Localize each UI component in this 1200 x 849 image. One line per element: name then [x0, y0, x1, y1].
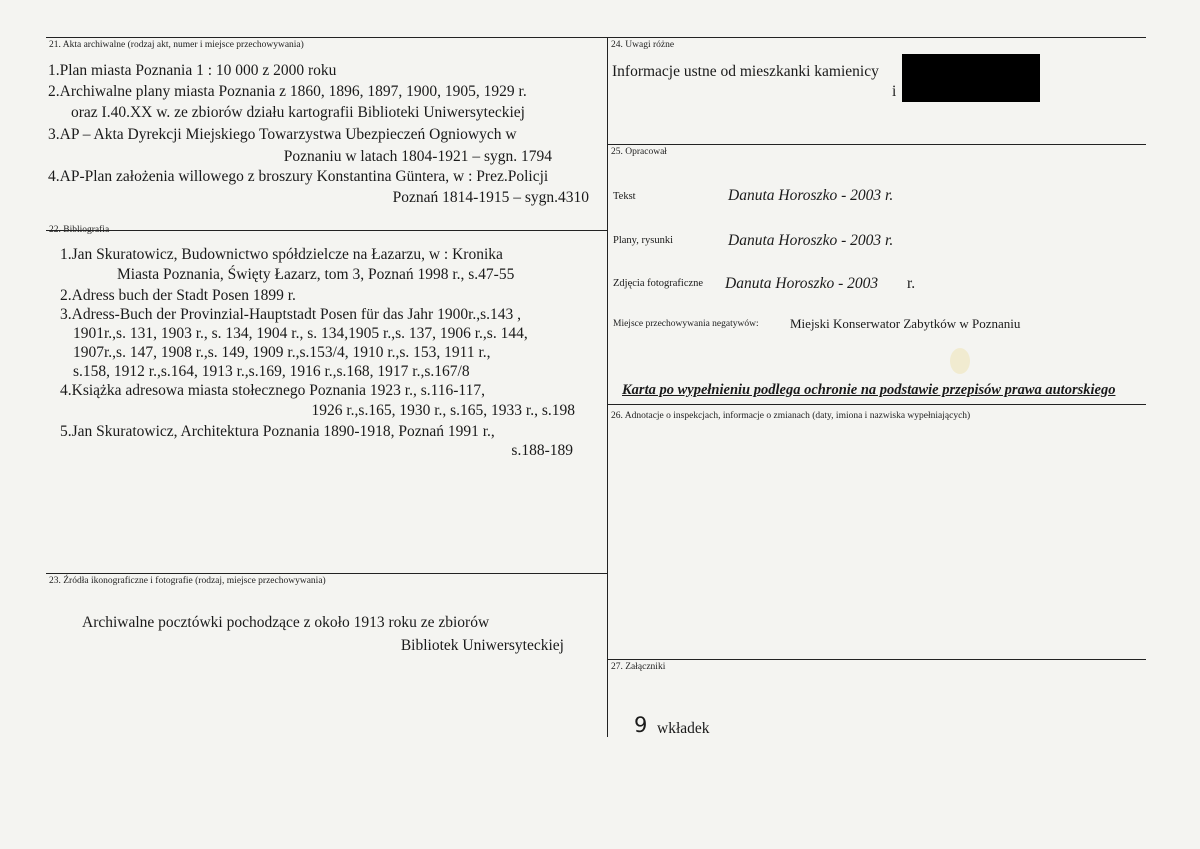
bibliography-item-3-cont-a: 1901r.,s. 131, 1903 r., s. 134, 1904 r., s. 134,1905 r.,s. 137, 1906 r.,s. 144, — [73, 325, 528, 342]
archive-item-3-cont: Poznaniu w latach 1804-1921 – sygn. 1794 — [283, 148, 552, 165]
negatives-storage-label: Miejsce przechowywania negatywów: — [613, 319, 759, 329]
text-author-value: Danuta Horoszko - 2003 r. — [728, 187, 894, 204]
bibliography-item-3-cont-c: s.158, 1912 r.,s.164, 1913 r.,s.169, 1916 r.,s.168, 1917 r.,s.167/8 — [73, 363, 470, 380]
photos-author-suffix: r. — [907, 275, 916, 292]
divider-25-26 — [607, 404, 1146, 405]
iconography-line-1: Archiwalne pocztówki pochodzące z około 1913 roku ze zbiorów — [82, 614, 490, 631]
bibliography-item-5-cont: s.188-189 — [511, 442, 573, 459]
photos-author-label: Zdjęcia fotograficzne — [613, 278, 704, 289]
bibliography-item-3-cont-b: 1907r.,s. 147, 1908 r.,s. 149, 1909 r.,s.153/4, 1910 r.,s. 153, 1911 r., — [73, 344, 491, 361]
section-25-label: 25. Opracował — [611, 147, 667, 157]
redaction-block — [902, 54, 1040, 102]
drawings-author-value: Danuta Horoszko - 2003 r. — [728, 232, 894, 249]
archive-item-2: 2.Archiwalne plany miasta Poznania z 1860, 1896, 1897, 1900, 1905, 1929 r. — [48, 83, 527, 100]
attachments-text: wkładek — [657, 720, 710, 737]
remarks-line-1: Informacje ustne od mieszkanki kamienicy — [612, 63, 879, 80]
photos-author-value: Danuta Horoszko - 2003 — [725, 275, 879, 292]
negatives-storage-value: Miejski Konserwator Zabytków w Poznaniu — [790, 316, 1021, 331]
archive-item-4-cont: Poznań 1814-1915 – sygn.4310 — [392, 189, 589, 206]
archive-item-1: 1.Plan miasta Poznania 1 : 10 000 z 2000 roku — [48, 62, 337, 79]
section-26-label: 26. Adnotacje o inspekcjach, informacje o zmianach (daty, imiona i nazwiska wypełniających) — [611, 411, 971, 421]
bibliography-item-4: 4.Książka adresowa miasta stołecznego Poznania 1923 r., s.116-117, — [60, 382, 485, 399]
copyright-notice: Karta po wypełnieniu podlega ochronie na podstawie przepisów prawa autorskiego — [622, 382, 1116, 398]
section-27-label: 27. Załączniki — [611, 662, 666, 672]
divider-26-27 — [607, 659, 1146, 660]
section-22-label: 22. Bibliografia — [49, 225, 110, 235]
text-author-label: Tekst — [613, 191, 636, 202]
bibliography-item-4-cont: 1926 r.,s.165, 1930 r., s.165, 1933 r., s.198 — [311, 402, 575, 419]
section-23-label: 23. Źródła ikonograficzne i fotografie (rodzaj, miejsce przechowywania) — [49, 576, 326, 586]
divider-22-23 — [46, 573, 607, 574]
archive-item-3: 3.AP – Akta Dyrekcji Miejskiego Towarzystwa Ubezpieczeń Ogniowych w — [48, 126, 517, 143]
bibliography-item-1: 1.Jan Skuratowicz, Budownictwo spółdzielcze na Łazarzu, w : Kronika — [60, 246, 503, 263]
paper-stain — [950, 348, 970, 374]
bibliography-item-1-cont: Miasta Poznania, Święty Łazarz, tom 3, Poznań 1998 r., s.47-55 — [117, 266, 515, 283]
iconography-line-2: Bibliotek Uniwersyteckiej — [400, 637, 564, 654]
drawings-author-label: Plany, rysunki — [613, 235, 673, 246]
section-22-label-clip — [49, 225, 249, 237]
remarks-line-2: i — [892, 83, 897, 100]
top-border-line — [46, 37, 1146, 38]
bibliography-item-3: 3.Adress-Buch der Provinzial-Hauptstadt Posen für das Jahr 1900r.,s.143 , — [60, 306, 522, 323]
column-divider — [607, 37, 608, 737]
divider-24-25 — [607, 144, 1146, 145]
section-24-label: 24. Uwagi różne — [611, 40, 675, 50]
attachments-count: 9 — [634, 713, 648, 737]
archive-item-4: 4.AP-Plan założenia willowego z broszury Konstantina Güntera, w : Prez.Policji — [48, 168, 549, 185]
bibliography-item-5: 5.Jan Skuratowicz, Architektura Poznania 1890-1918, Poznań 1991 r., — [60, 423, 495, 440]
archive-item-2-cont: oraz I.40.XX w. ze zbiorów działu kartografii Biblioteki Uniwersyteckiej — [71, 104, 525, 121]
bibliography-item-2: 2.Adress buch der Stadt Posen 1899 r. — [60, 287, 296, 304]
section-21-label: 21. Akta archiwalne (rodzaj akt, numer i miejsce przechowywania) — [49, 40, 304, 50]
